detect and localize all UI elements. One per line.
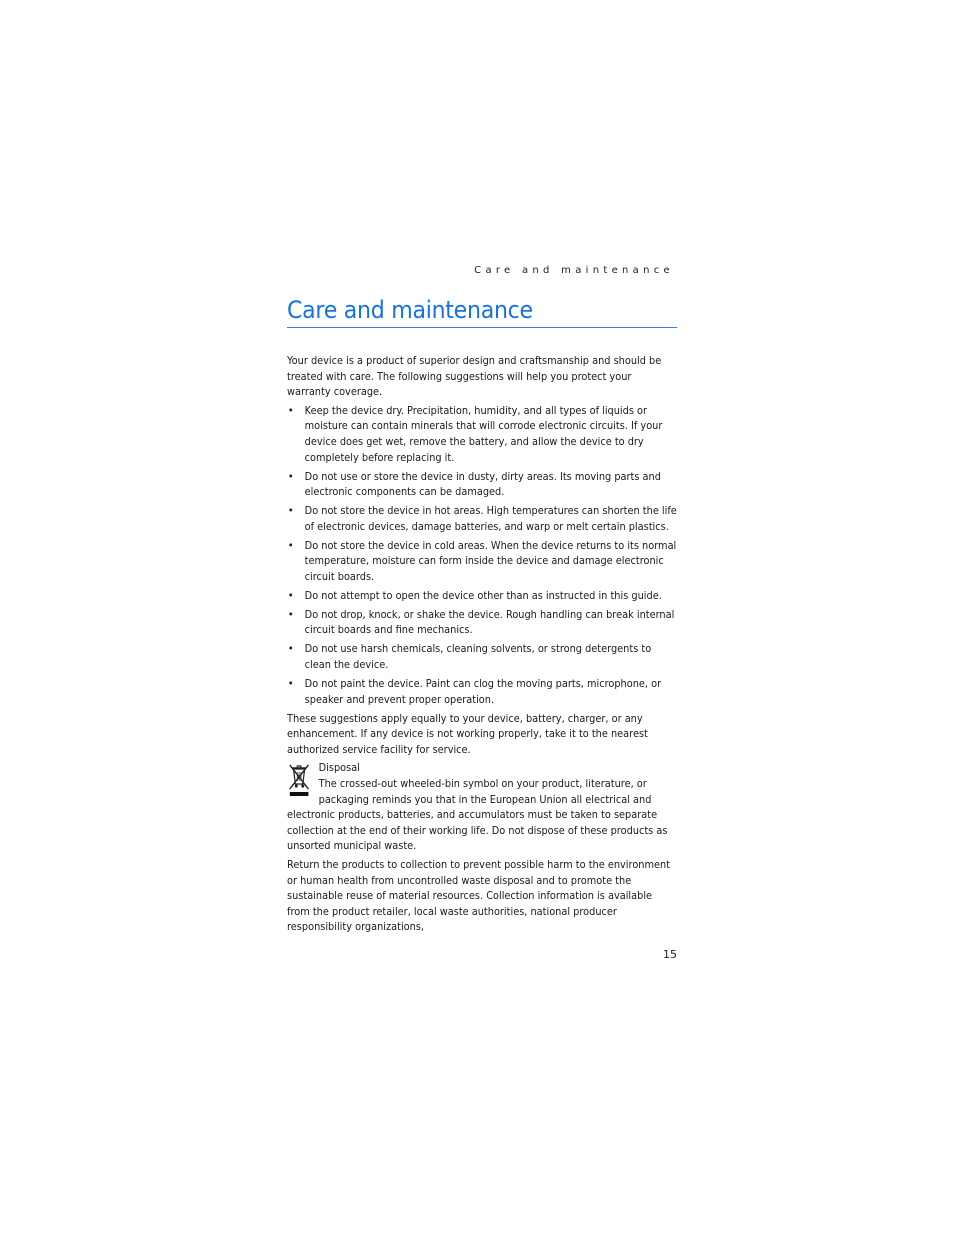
intro-paragraph: Your device is a product of superior design and craftsmanship and should be treated with care. The following suggestions will help you protect your warranty coverage. <box>287 355 662 399</box>
suggestions-paragraph: These suggestions apply equally to your device, battery, charger, or any enhancement. If any device is not working properly, take it to the nearest authorized service facility for service. <box>287 712 648 756</box>
list-item-text: Do not paint the device. Paint can clog the moving parts, microphone, or speaker and prevent proper operation. <box>304 678 662 706</box>
running-header: Care and maintenance <box>474 265 674 276</box>
bullet-icon: • <box>287 404 294 417</box>
list-item-text: Keep the device dry. Precipitation, humidity, and all types of liquids or moisture can contain minerals that will corrode electronic circuits. If your device does get wet, remove the battery, and allow the device to dry completely before replacing it. <box>304 404 663 464</box>
list-item-text: Do not use harsh chemicals, cleaning solvents, or strong detergents to clean the device. <box>304 643 652 672</box>
bullet-icon: • <box>287 505 294 518</box>
list-item <box>287 539 677 586</box>
bullet-icon: • <box>287 589 294 602</box>
list-item <box>287 608 677 639</box>
list-item <box>287 404 677 466</box>
bullet-icon: • <box>287 643 294 656</box>
disposal-text: The crossed-out wheeled-bin symbol on your product, literature, or packaging reminds you that in the European Union all electrical and electronic products, batteries, and accumulators must be taken to separate collection at the end of their working life. Do not dispose of these products as unsorted municipal waste. <box>287 777 668 853</box>
disposal-section <box>287 761 677 855</box>
bullet-icon: • <box>287 678 294 691</box>
page-title: Care and maintenance <box>287 296 677 328</box>
crossed-out-wheeled-bin-icon <box>287 762 311 798</box>
list-item <box>287 677 677 708</box>
bullet-icon: • <box>287 470 294 483</box>
list-item-text: Do not store the device in cold areas. When the device returns to its normal temperature, moisture can form inside the device and damage electronic circuit boards. <box>304 539 677 583</box>
list-item-text: Do not use or store the device in dusty, dirty areas. Its moving parts and electronic components can be damaged. <box>304 470 661 499</box>
list-item-text: Do not drop, knock, or shake the device. Rough handling can break internal circuit boards and fine mechanics. <box>304 608 675 637</box>
list-item <box>287 589 677 605</box>
page-content <box>287 296 677 936</box>
list-item-text: Do not attempt to open the device other than as instructed in this guide. <box>304 589 662 602</box>
collection-paragraph: Return the products to collection to prevent possible harm to the environment or human health from uncontrolled waste disposal and to promote the sustainable reuse of material resources. Collection information is available from the product retailer, local waste authorities, national producer responsibility organizations, <box>287 858 671 934</box>
bullet-icon: • <box>287 539 294 552</box>
bullet-icon: • <box>287 608 294 621</box>
list-item-text: Do not store the device in hot areas. High temperatures can shorten the life of electronic devices, damage batteries, and warp or melt certain plastics. <box>304 505 677 533</box>
care-bullet-list <box>287 404 677 708</box>
list-item <box>287 642 677 673</box>
disposal-heading: Disposal <box>318 762 360 775</box>
page-number: 15 <box>663 948 677 961</box>
list-item <box>287 470 677 501</box>
list-item <box>287 504 677 535</box>
